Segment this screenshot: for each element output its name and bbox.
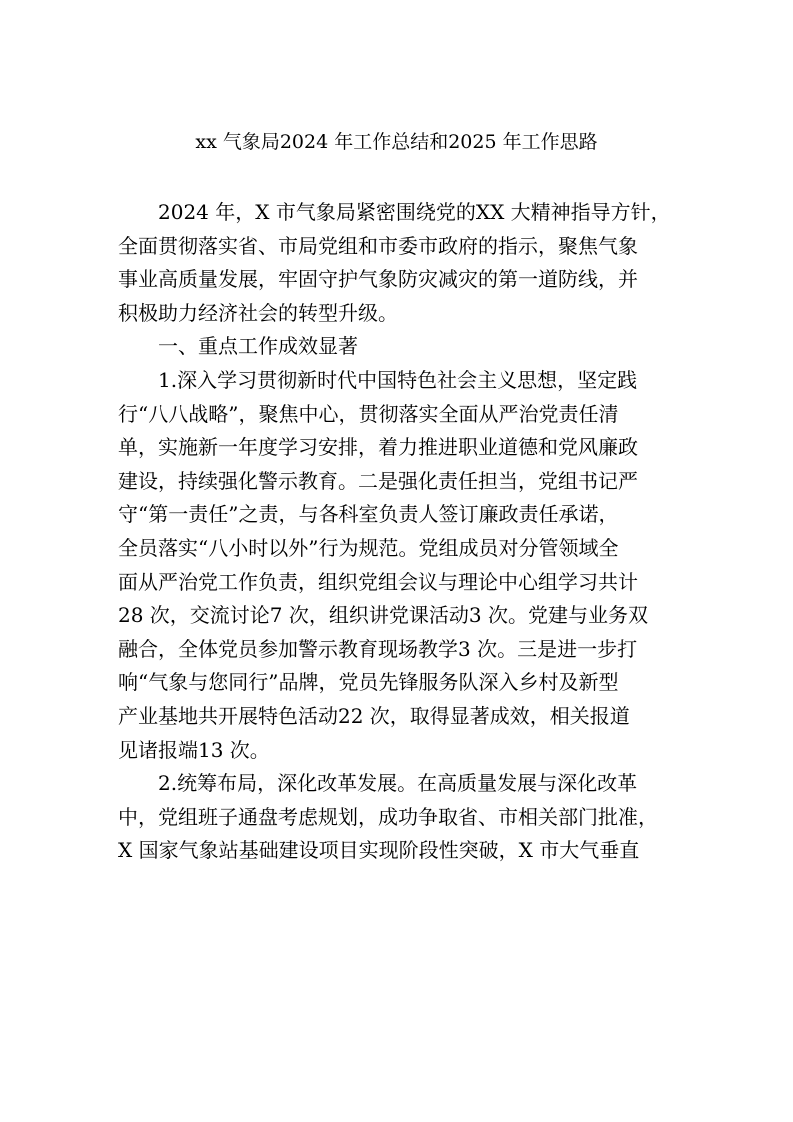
text-line: 面从严治党工作负责，组织党组会议与理论中心组学习共计 [118,569,638,594]
text-line: 响“气象与您同行”品牌，党员先锋服务队深入乡村及新型 [118,670,619,695]
text-line: 产业基地共开展特色活动22 次，取得显著成效，相关报道 [118,703,630,728]
text-line: 2024 年，X 市气象局紧密围绕党的XX 大精神指导方针， [158,200,671,224]
text-line: 融合，全体党员参加警示教育现场教学3 次。三是进一步打 [118,636,638,661]
text-line: 积极助力经济社会的转型升级。 [118,300,398,325]
text-line: 单，实施新一年度学习安排，着力推进职业道德和党风廉政 [118,435,638,460]
text-line: 守“第一责任”之责，与各科室负责人签订廉政责任承诺， [118,502,619,527]
text-line: 见诸报端13 次。 [118,737,270,762]
document-title: xx 气象局2024 年工作总结和2025 年工作思路 [195,131,598,153]
text-line: 行“八八战略”，聚焦中心，贯彻落实全面从严治党责任清 [118,401,619,426]
text-line: 全员落实“八小时以外”行为规范。党组成员对分管领域全 [118,535,619,560]
text-line: 2.统筹布局，深化改革发展。在高质量发展与深化改革 [158,771,638,796]
text-line: 28 次，交流讨论7 次，组织讲党课活动3 次。党建与业务双 [118,603,648,628]
text-line: 事业高质量发展，牢固守护气象防灾减灾的第一道防线，并 [118,267,638,292]
text-line: 建设，持续强化警示教育。二是强化责任担当，党组书记严 [118,468,638,493]
text-line: 全面贯彻落实省、市局党组和市委市政府的指示，聚焦气象 [118,233,638,258]
text-line: X 国家气象站基础建设项目实现阶段性突破，X 市大气垂直 [118,838,640,863]
text-line: 一、重点工作成效显著 [158,334,358,359]
text-line: 中，党组班子通盘考虑规划，成功争取省、市相关部门批准， [118,804,658,829]
text-line: 1.深入学习贯彻新时代中国特色社会主义思想，坚定践 [158,367,638,392]
document-body [118,196,680,868]
